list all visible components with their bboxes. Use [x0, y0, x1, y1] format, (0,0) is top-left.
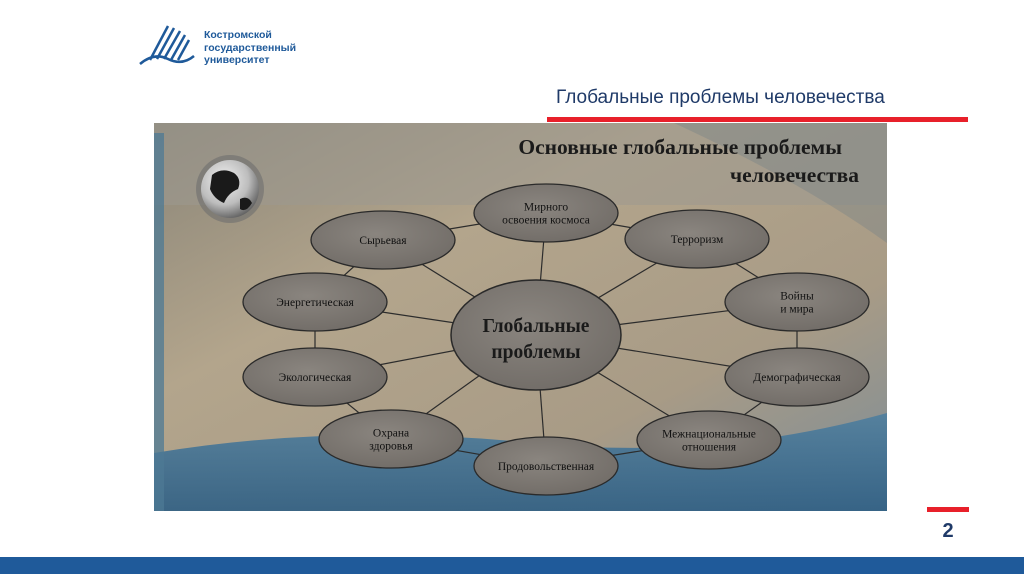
diagram-picture: [154, 123, 887, 511]
diagram-heading-line-1: Основные глобальные проблемы: [518, 135, 842, 159]
globe-icon: [196, 155, 264, 223]
left-strip: [154, 133, 164, 511]
problem-node-label: освоения космоса: [502, 214, 590, 227]
global-problems-diagram: [154, 123, 887, 511]
problem-node-war: [725, 273, 869, 331]
problem-node-food: [474, 437, 618, 495]
footer-bar: [0, 557, 1024, 574]
problem-node-ethnic: [637, 411, 781, 469]
problem-node-label: Войны: [780, 290, 814, 303]
problem-node-label: Охрана: [372, 427, 410, 440]
problem-node-label: Экологическая: [278, 372, 352, 384]
problem-node-raw: [311, 211, 455, 269]
problem-node-label: Демографическая: [753, 372, 841, 384]
problem-node-label: Энергетическая: [276, 297, 354, 309]
university-logo: [138, 22, 318, 72]
problem-node-terror: [625, 210, 769, 268]
slide-title: Глобальные проблемы человечества: [556, 87, 885, 108]
logo-line-2: государственный: [204, 41, 297, 54]
problem-node-label: Продовольственная: [497, 461, 595, 473]
page-number: 2: [942, 520, 954, 542]
problem-node-label: отношения: [681, 441, 737, 454]
logo-line-3: университет: [204, 54, 270, 66]
center-node: [451, 280, 621, 390]
problem-node-label: Терроризм: [670, 234, 724, 246]
problem-node-label: Межнациональные: [662, 428, 756, 441]
diagram-heading-line-2: человечества: [730, 163, 859, 187]
problem-node-energy: [243, 273, 387, 331]
page-number-rule: [927, 507, 969, 512]
problem-node-space: [474, 184, 618, 242]
problem-node-label: Сырьевая: [359, 235, 407, 247]
problem-node-eco: [243, 348, 387, 406]
university-emblem-icon: [138, 22, 198, 72]
university-name: [204, 29, 296, 67]
problem-node-label: и мира: [780, 303, 814, 316]
title-underline: [547, 117, 968, 122]
problem-node-demo: [725, 348, 869, 406]
problem-node-label: Мирного: [523, 201, 569, 214]
problem-node-health: [319, 410, 463, 468]
center-node-line-2: проблемы: [491, 342, 581, 363]
problem-node-label: здоровья: [369, 440, 413, 453]
logo-line-1: Костромской: [204, 29, 272, 41]
center-node-line-1: Глобальные: [482, 316, 590, 337]
